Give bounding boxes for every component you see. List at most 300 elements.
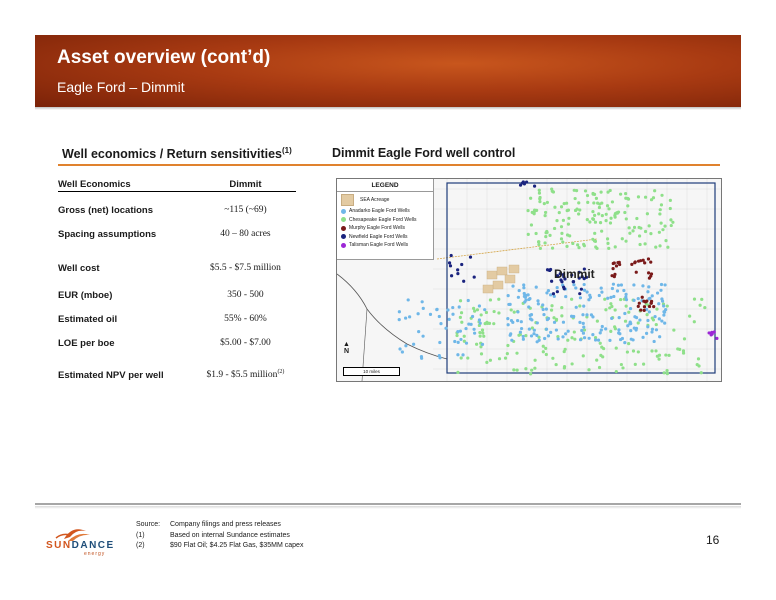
anadarko-well-dot	[617, 284, 620, 287]
legend-title: LEGEND	[337, 179, 433, 192]
chesapeake-well-dot	[615, 347, 618, 350]
row-value: 40 – 80 acres	[220, 229, 271, 239]
chesapeake-well-dot	[604, 219, 607, 222]
chesapeake-well-dot	[592, 193, 595, 196]
anadarko-well-dot	[575, 306, 578, 309]
anadarko-well-dot	[510, 339, 513, 342]
chesapeake-well-dot	[588, 220, 591, 223]
anadarko-well-dot	[478, 304, 481, 307]
chesapeake-well-dot	[538, 192, 541, 195]
anadarko-well-dot	[543, 337, 546, 340]
chesapeake-well-dot	[604, 308, 607, 311]
chesapeake-well-dot	[595, 359, 598, 362]
north-arrow	[343, 341, 350, 355]
chesapeake-well-dot	[627, 311, 630, 314]
footnote-key: (1)	[136, 531, 145, 539]
legend-item	[337, 241, 433, 250]
anadarko-well-dot	[633, 315, 636, 318]
anadarko-well-dot	[561, 335, 564, 338]
anadarko-well-dot	[660, 283, 663, 286]
anadarko-well-dot	[438, 341, 441, 344]
chesapeake-well-dot	[627, 198, 630, 201]
map-legend	[337, 179, 434, 260]
anadarko-well-dot	[579, 338, 582, 341]
row-label: Well cost	[58, 262, 100, 274]
chesapeake-well-dot	[619, 298, 622, 301]
anadarko-well-dot	[522, 286, 525, 289]
page-subtitle: Eagle Ford – Dimmit	[57, 79, 185, 95]
anadarko-well-dot	[527, 293, 530, 296]
murphy-well-dot	[650, 302, 653, 305]
chesapeake-well-dot	[463, 335, 466, 338]
chesapeake-well-dot	[667, 354, 670, 357]
chesapeake-well-dot	[700, 298, 703, 301]
murphy-well-dot	[615, 264, 618, 267]
page-number: 16	[706, 533, 720, 547]
anadarko-well-dot	[632, 299, 635, 302]
anadarko-well-dot	[522, 335, 525, 338]
row-value: $5.5 - $7.5 million	[209, 263, 281, 273]
chesapeake-well-dot	[526, 209, 529, 212]
anadarko-well-dot	[453, 340, 456, 343]
chesapeake-well-dot	[566, 233, 569, 236]
chesapeake-well-dot	[456, 371, 459, 374]
chesapeake-well-dot	[654, 246, 657, 249]
chesapeake-well-dot	[578, 208, 581, 211]
chesapeake-well-dot	[571, 362, 574, 365]
chesapeake-well-dot	[573, 330, 576, 333]
npv-footnote: (2)	[277, 369, 285, 376]
anadarko-well-dot	[516, 319, 519, 322]
table-row	[58, 289, 296, 301]
chesapeake-well-dot	[693, 298, 696, 301]
footnote-text: $90 Flat Oil; $4.25 Flat Gas, $35MM capex	[170, 542, 304, 549]
anadarko-well-dot	[519, 331, 522, 334]
chesapeake-well-dot	[620, 363, 623, 366]
chesapeake-well-dot	[649, 232, 652, 235]
newfield-well-dot	[473, 275, 476, 278]
chesapeake-well-dot	[621, 366, 624, 369]
chesapeake-well-dot	[566, 339, 569, 342]
anadarko-well-dot	[517, 296, 520, 299]
anadarko-well-dot	[641, 336, 644, 339]
anadarko-well-dot	[629, 329, 632, 332]
anadarko-well-dot	[662, 313, 665, 316]
chesapeake-well-dot	[538, 196, 541, 199]
murphy-well-dot	[639, 308, 642, 311]
anadarko-well-dot	[398, 318, 401, 321]
chesapeake-well-dot	[551, 247, 554, 250]
legend-swatch	[341, 217, 346, 222]
banner-shadow	[35, 107, 741, 110]
anadarko-well-dot	[549, 293, 552, 296]
anadarko-well-dot	[537, 302, 540, 305]
chesapeake-well-dot	[567, 223, 570, 226]
chesapeake-well-dot	[512, 368, 515, 371]
anadarko-well-dot	[598, 294, 601, 297]
chesapeake-well-dot	[670, 224, 673, 227]
chesapeake-well-dot	[617, 210, 620, 213]
anadarko-well-dot	[479, 322, 482, 325]
murphy-well-dot	[638, 302, 641, 305]
chesapeake-well-dot	[659, 208, 662, 211]
anadarko-well-dot	[507, 294, 510, 297]
chesapeake-well-dot	[459, 299, 462, 302]
chesapeake-well-dot	[693, 320, 696, 323]
anadarko-well-dot	[617, 331, 620, 334]
chesapeake-well-dot	[655, 307, 658, 310]
chesapeake-well-dot	[571, 242, 574, 245]
legend-item	[337, 207, 433, 216]
acreage-block	[497, 267, 507, 275]
anadarko-well-dot	[609, 296, 612, 299]
newfield-well-dot	[521, 181, 524, 184]
anadarko-well-dot	[582, 326, 585, 329]
chesapeake-well-dot	[498, 357, 501, 360]
anadarko-well-dot	[438, 356, 441, 359]
anadarko-well-dot	[600, 286, 603, 289]
chesapeake-well-dot	[601, 214, 604, 217]
chesapeake-well-dot	[530, 369, 533, 372]
map-road	[337, 274, 447, 359]
anadarko-well-dot	[646, 325, 649, 328]
chesapeake-well-dot	[608, 306, 611, 309]
chesapeake-well-dot	[537, 243, 540, 246]
anadarko-well-dot	[656, 291, 659, 294]
anadarko-well-dot	[646, 290, 649, 293]
anadarko-well-dot	[590, 313, 593, 316]
murphy-well-dot	[635, 271, 638, 274]
npv-value: $1.9 - $5.5 million	[206, 370, 278, 381]
anadarko-well-dot	[651, 328, 654, 331]
anadarko-well-dot	[624, 293, 627, 296]
chesapeake-well-dot	[643, 242, 646, 245]
chesapeake-well-dot	[577, 246, 580, 249]
anadarko-well-dot	[435, 308, 438, 311]
anadarko-well-dot	[481, 343, 484, 346]
anadarko-well-dot	[417, 312, 420, 315]
chesapeake-well-dot	[664, 353, 667, 356]
anadarko-well-dot	[448, 318, 451, 321]
chesapeake-well-dot	[560, 205, 563, 208]
chesapeake-well-dot	[682, 351, 685, 354]
talisman-well-dot	[711, 332, 714, 335]
chesapeake-well-dot	[544, 211, 547, 214]
chesapeake-well-dot	[546, 201, 549, 204]
anadarko-well-dot	[422, 307, 425, 310]
chesapeake-well-dot	[625, 305, 628, 308]
chesapeake-well-dot	[658, 231, 661, 234]
chesapeake-well-dot	[614, 245, 617, 248]
newfield-well-dot	[450, 254, 453, 257]
chesapeake-well-dot	[534, 232, 537, 235]
anadarko-well-dot	[533, 329, 536, 332]
anadarko-well-dot	[528, 297, 531, 300]
murphy-well-dot	[648, 305, 651, 308]
anadarko-well-dot	[458, 305, 461, 308]
chesapeake-well-dot	[628, 232, 631, 235]
legend-item	[337, 233, 433, 242]
chesapeake-well-dot	[562, 219, 565, 222]
chesapeake-well-dot	[658, 212, 661, 215]
chesapeake-well-dot	[654, 349, 657, 352]
newfield-well-dot	[448, 261, 451, 264]
murphy-well-dot	[630, 263, 633, 266]
anadarko-well-dot	[509, 303, 512, 306]
chesapeake-well-dot	[550, 304, 553, 307]
chesapeake-well-dot	[587, 368, 590, 371]
chesapeake-well-dot	[615, 370, 618, 373]
anadarko-well-dot	[597, 339, 600, 342]
chesapeake-well-dot	[650, 349, 653, 352]
anadarko-well-dot	[619, 338, 622, 341]
chesapeake-well-dot	[633, 226, 636, 229]
chesapeake-well-dot	[570, 298, 573, 301]
anadarko-well-dot	[545, 328, 548, 331]
anadarko-well-dot	[646, 319, 649, 322]
anadarko-well-dot	[612, 283, 615, 286]
legend-swatch	[341, 243, 346, 248]
chesapeake-well-dot	[582, 354, 585, 357]
title-banner	[35, 35, 741, 107]
col-header-value: Dimmit	[195, 178, 296, 192]
chesapeake-well-dot	[597, 212, 600, 215]
chesapeake-well-dot	[644, 196, 647, 199]
murphy-well-dot	[652, 305, 655, 308]
chesapeake-well-dot	[660, 194, 663, 197]
anadarko-well-dot	[628, 322, 631, 325]
anadarko-well-dot	[588, 294, 591, 297]
legend-label: Chesapeake Eagle Ford Wells	[349, 216, 417, 223]
chesapeake-well-dot	[530, 223, 533, 226]
chesapeake-well-dot	[656, 355, 659, 358]
chesapeake-well-dot	[553, 227, 556, 230]
chesapeake-well-dot	[593, 239, 596, 242]
chesapeake-well-dot	[660, 203, 663, 206]
anadarko-well-dot	[404, 344, 407, 347]
anadarko-well-dot	[407, 298, 410, 301]
chesapeake-well-dot	[624, 192, 627, 195]
chesapeake-well-dot	[459, 316, 462, 319]
col-header-label: Well Economics	[58, 178, 195, 192]
row-value: $5.00 - $7.00	[220, 338, 271, 348]
chesapeake-well-dot	[697, 364, 700, 367]
row-label: Gross (net) locations	[58, 204, 154, 216]
anadarko-well-dot	[471, 315, 474, 318]
anadarko-well-dot	[588, 337, 591, 340]
anadarko-well-dot	[648, 310, 651, 313]
chesapeake-well-dot	[606, 191, 609, 194]
anadarko-well-dot	[624, 295, 627, 298]
anadarko-well-dot	[574, 286, 577, 289]
anadarko-well-dot	[659, 289, 662, 292]
anadarko-well-dot	[532, 332, 535, 335]
chesapeake-well-dot	[551, 357, 554, 360]
well-economics-heading-footnote: (1)	[281, 146, 292, 155]
anadarko-well-dot	[522, 283, 525, 286]
anadarko-well-dot	[608, 339, 611, 342]
anadarko-well-dot	[653, 315, 656, 318]
anadarko-well-dot	[583, 289, 586, 292]
legend-items	[337, 207, 433, 250]
chesapeake-well-dot	[538, 189, 541, 192]
murphy-well-dot	[618, 261, 621, 264]
chesapeake-well-dot	[599, 354, 602, 357]
murphy-well-dot	[611, 267, 614, 270]
chesapeake-well-dot	[627, 342, 630, 345]
murphy-well-dot	[647, 271, 650, 274]
anadarko-well-dot	[658, 335, 661, 338]
anadarko-well-dot	[467, 299, 470, 302]
chesapeake-well-dot	[621, 237, 624, 240]
anadarko-well-dot	[655, 328, 658, 331]
chesapeake-well-dot	[513, 311, 516, 314]
footnote	[136, 520, 303, 531]
chesapeake-well-dot	[614, 308, 617, 311]
anadarko-well-dot	[509, 332, 512, 335]
chesapeake-well-dot	[550, 309, 553, 312]
anadarko-well-dot	[439, 322, 442, 325]
logo-dance: DANCE	[71, 540, 115, 551]
anadarko-well-dot	[542, 313, 545, 316]
anadarko-well-dot	[417, 330, 420, 333]
chesapeake-well-dot	[485, 311, 488, 314]
anadarko-well-dot	[408, 315, 411, 318]
anadarko-well-dot	[653, 340, 656, 343]
newfield-well-dot	[450, 274, 453, 277]
chesapeake-well-dot	[637, 195, 640, 198]
chesapeake-well-dot	[476, 308, 479, 311]
anadarko-well-dot	[604, 327, 607, 330]
anadarko-well-dot	[401, 350, 404, 353]
chesapeake-well-dot	[460, 321, 463, 324]
chesapeake-well-dot	[560, 232, 563, 235]
chesapeake-well-dot	[586, 218, 589, 221]
anadarko-well-dot	[633, 327, 636, 330]
row-label: Estimated oil	[58, 313, 118, 325]
row-value: 350 - 500	[227, 290, 264, 300]
chesapeake-well-dot	[555, 318, 558, 321]
chesapeake-well-dot	[583, 328, 586, 331]
anadarko-well-dot	[527, 305, 530, 308]
anadarko-well-dot	[456, 330, 459, 333]
chesapeake-well-dot	[595, 247, 598, 250]
legend-label: Newfield Eagle Ford Wells	[349, 233, 408, 240]
anadarko-well-dot	[446, 308, 449, 311]
chesapeake-well-dot	[632, 349, 635, 352]
chesapeake-well-dot	[653, 189, 656, 192]
legend-item-acreage	[337, 192, 433, 207]
chesapeake-well-dot	[545, 353, 548, 356]
anadarko-well-dot	[600, 328, 603, 331]
footnotes	[136, 520, 303, 552]
anadarko-well-dot	[587, 298, 590, 301]
anadarko-well-dot	[451, 313, 454, 316]
chesapeake-well-dot	[578, 304, 581, 307]
chesapeake-well-dot	[472, 307, 475, 310]
newfield-well-dot	[462, 280, 465, 283]
chesapeake-well-dot	[635, 217, 638, 220]
anadarko-well-dot	[511, 321, 514, 324]
anadarko-well-dot	[465, 342, 468, 345]
anadarko-well-dot	[599, 331, 602, 334]
anadarko-well-dot	[623, 341, 626, 344]
anadarko-well-dot	[567, 330, 570, 333]
anadarko-well-dot	[536, 321, 539, 324]
chesapeake-well-dot	[529, 197, 532, 200]
chesapeake-well-dot	[576, 243, 579, 246]
chesapeake-well-dot	[497, 311, 500, 314]
anadarko-well-dot	[404, 316, 407, 319]
chesapeake-well-dot	[489, 298, 492, 301]
chesapeake-well-dot	[609, 217, 612, 220]
chesapeake-well-dot	[493, 310, 496, 313]
chesapeake-well-dot	[473, 310, 476, 313]
row-label: Spacing assumptions	[58, 228, 157, 240]
anadarko-well-dot	[651, 294, 654, 297]
chesapeake-well-dot	[619, 193, 622, 196]
legend-label: Talisman Eagle Ford Wells	[349, 242, 409, 249]
table-row	[58, 337, 296, 349]
anadarko-well-dot	[523, 300, 526, 303]
chesapeake-well-dot	[700, 371, 703, 374]
north-label: N	[343, 348, 349, 355]
anadarko-well-dot	[612, 295, 615, 298]
chesapeake-well-dot	[480, 352, 483, 355]
anadarko-well-dot	[528, 328, 531, 331]
chesapeake-well-dot	[561, 240, 564, 243]
footnote-key: Source:	[136, 521, 161, 528]
chesapeake-well-dot	[634, 363, 637, 366]
chesapeake-well-dot	[533, 367, 536, 370]
chesapeake-well-dot	[624, 320, 627, 323]
table-row	[58, 262, 296, 274]
anadarko-well-dot	[647, 285, 650, 288]
anadarko-well-dot	[618, 316, 621, 319]
chesapeake-well-dot	[466, 356, 469, 359]
chesapeake-well-dot	[582, 243, 585, 246]
table-row	[58, 228, 296, 240]
chesapeake-well-dot	[642, 363, 645, 366]
acreage-block	[505, 275, 515, 283]
chesapeake-well-dot	[567, 209, 570, 212]
chesapeake-well-dot	[631, 229, 634, 232]
chesapeake-well-dot	[574, 197, 577, 200]
chesapeake-well-dot	[524, 367, 527, 370]
legend-swatch	[341, 234, 346, 239]
well-control-map	[336, 178, 722, 382]
anadarko-well-dot	[464, 327, 467, 330]
chesapeake-well-dot	[607, 207, 610, 210]
chesapeake-well-dot	[595, 197, 598, 200]
anadarko-well-dot	[585, 313, 588, 316]
chesapeake-well-dot	[638, 226, 641, 229]
footnote	[136, 531, 303, 542]
chesapeake-well-dot	[485, 321, 488, 324]
chesapeake-well-dot	[676, 347, 679, 350]
chesapeake-well-dot	[497, 298, 500, 301]
chesapeake-well-dot	[570, 336, 573, 339]
chesapeake-well-dot	[460, 311, 463, 314]
anadarko-well-dot	[420, 357, 423, 360]
chesapeake-well-dot	[699, 304, 702, 307]
chesapeake-well-dot	[591, 217, 594, 220]
chesapeake-well-dot	[565, 245, 568, 248]
anadarko-well-dot	[582, 305, 585, 308]
anadarko-well-dot	[601, 325, 604, 328]
chesapeake-well-dot	[516, 369, 519, 372]
anadarko-well-dot	[638, 318, 641, 321]
